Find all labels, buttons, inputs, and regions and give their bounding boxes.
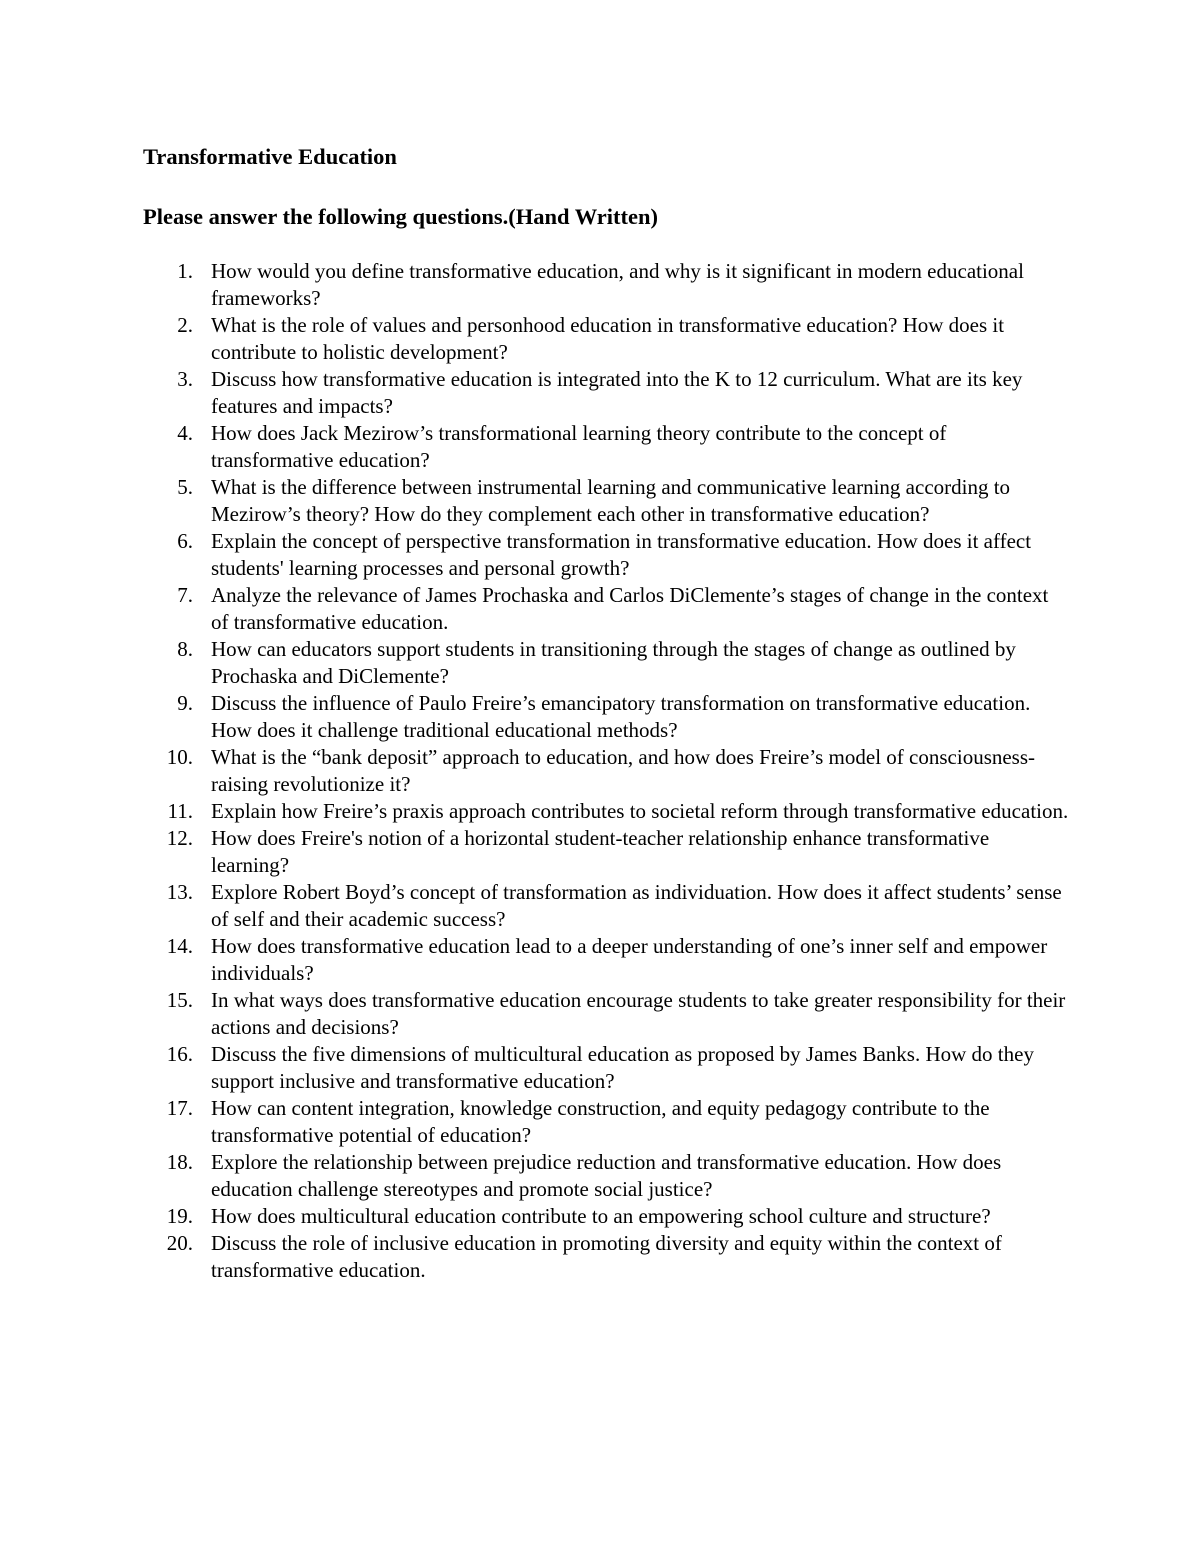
question-item: [0, 1095, 1071, 1149]
question-number: 19.: [166, 1204, 193, 1228]
question-text: Discuss the role of inclusive education in promoting diversity and equity within the context of transformative education.: [211, 1231, 1002, 1282]
question-text: Explain how Freire’s praxis approach contributes to societal reform through transformative education.: [211, 799, 1069, 823]
question-item: [0, 933, 1071, 987]
question-number: 4.: [177, 421, 193, 445]
question-number: 16.: [166, 1042, 193, 1066]
question-text: Discuss how transformative education is integrated into the K to 12 curriculum. What are its key features and impacts?: [211, 367, 1023, 418]
question-text: How does transformative education lead to a deeper understanding of one’s inner self and empower individuals?: [211, 934, 1048, 985]
question-text: Discuss the five dimensions of multicultural education as proposed by James Banks. How do they support inclusive and transformative education?: [211, 1042, 1034, 1093]
question-number: 11.: [167, 799, 193, 823]
question-text: How does multicultural education contribute to an empowering school culture and structure?: [211, 1204, 991, 1228]
question-item: [0, 474, 1071, 528]
question-text: How does Freire's notion of a horizontal student-teacher relationship enhance transformative learning?: [211, 826, 990, 877]
question-item: [0, 879, 1071, 933]
instructions-heading: Please answer the following questions.(Hand Written): [143, 204, 659, 229]
question-number: 17.: [166, 1096, 193, 1120]
question-item: [0, 366, 1071, 420]
question-item: [0, 1203, 1071, 1230]
question-item: [0, 825, 1071, 879]
question-text: How does Jack Mezirow’s transformational learning theory contribute to the concept of transformative education?: [211, 421, 947, 472]
question-text: How would you define transformative education, and why is it significant in modern educational frameworks?: [211, 259, 1024, 310]
question-text: Explore Robert Boyd’s concept of transformation as individuation. How does it affect students’ sense of self and their academic success?: [211, 880, 1062, 931]
question-item: [0, 582, 1071, 636]
question-item: [0, 258, 1071, 312]
question-item: [0, 1041, 1071, 1095]
question-item: [0, 690, 1071, 744]
question-text: What is the difference between instrumental learning and communicative learning according to Mezirow’s theory? How do they complement each other in transformative education?: [211, 475, 1011, 526]
question-number: 12.: [166, 826, 193, 850]
question-list: [0, 258, 1200, 1284]
question-number: 9.: [177, 691, 193, 715]
question-number: 5.: [177, 475, 193, 499]
question-text: What is the “bank deposit” approach to education, and how does Freire’s model of consciousness-raising revolutionize it?: [211, 745, 1036, 796]
question-item: [0, 744, 1071, 798]
document-title: Transformative Education: [143, 144, 397, 169]
question-text: Explore the relationship between prejudice reduction and transformative education. How does education challenge stereotypes and promote social justice?: [211, 1150, 1002, 1201]
question-item: [0, 987, 1071, 1041]
question-number: 13.: [166, 880, 193, 904]
question-item: [0, 636, 1071, 690]
question-number: 7.: [177, 583, 193, 607]
question-item: [0, 312, 1071, 366]
question-text: How can content integration, knowledge construction, and equity pedagogy contribute to the transformative potential of education?: [211, 1096, 990, 1147]
question-number: 15.: [166, 988, 193, 1012]
question-number: 18.: [166, 1150, 193, 1174]
question-text: Analyze the relevance of James Prochaska and Carlos DiClemente’s stages of change in the context of transformative education.: [211, 583, 1049, 634]
question-item: [0, 1230, 1071, 1284]
question-text: Discuss the influence of Paulo Freire’s emancipatory transformation on transformative education. How does it challenge traditional educational methods?: [211, 691, 1031, 742]
question-number: 1.: [177, 259, 193, 283]
question-text: What is the role of values and personhood education in transformative education? How does it contribute to holistic development?: [211, 313, 1005, 364]
question-item: [0, 1149, 1071, 1203]
question-text: Explain the concept of perspective transformation in transformative education. How does it affect students' learning processes and personal growth?: [211, 529, 1032, 580]
question-text: How can educators support students in transitioning through the stages of change as outlined by Prochaska and DiClemente?: [211, 637, 1016, 688]
question-item: [0, 528, 1071, 582]
question-number: 3.: [177, 367, 193, 391]
question-number: 8.: [177, 637, 193, 661]
question-number: 20.: [166, 1231, 193, 1255]
question-number: 10.: [166, 745, 193, 769]
question-text: In what ways does transformative education encourage students to take greater responsibility for their actions and decisions?: [211, 988, 1066, 1039]
question-item: [0, 420, 1071, 474]
question-number: 6.: [177, 529, 193, 553]
question-number: 14.: [166, 934, 193, 958]
question-item: [0, 798, 1071, 825]
question-number: 2.: [177, 313, 193, 337]
